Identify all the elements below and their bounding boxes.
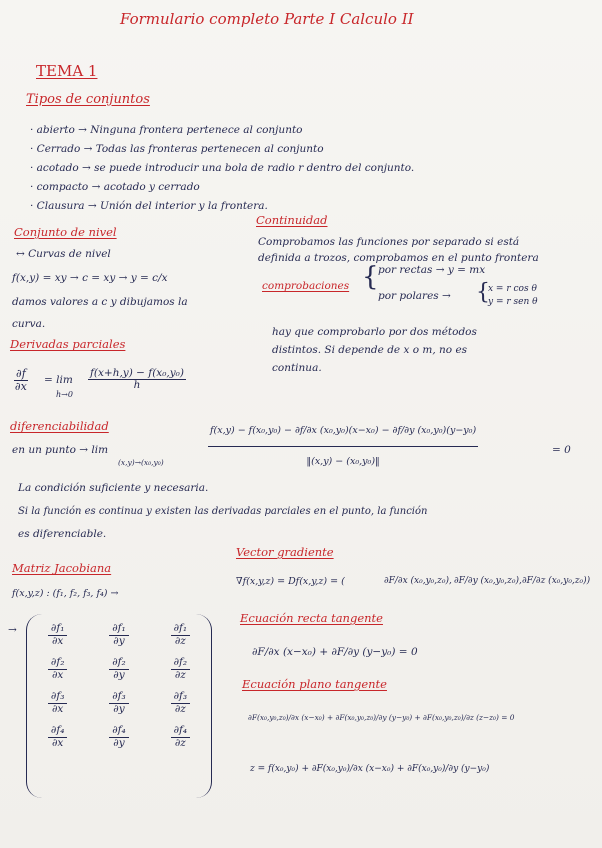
tema-heading: TEMA 1 xyxy=(36,62,98,80)
fraction-denominator: ∂x xyxy=(51,668,64,681)
diferenciabilidad-text: Si la función es continua y existen las derivadas parciales en el punto, la función xyxy=(18,506,428,517)
gradiente-heading: Vector gradiente xyxy=(236,545,334,559)
gradiente-term: ∂F/∂x (x₀,y₀,z₀), xyxy=(384,576,452,586)
limit-label: = lim xyxy=(44,374,73,386)
matrix-cell xyxy=(88,686,149,720)
plano-equation-2: z = f(x₀,y₀) + ∂F(x₀,y₀)/∂x (x−x₀) + ∂F(x₀,y₀)/∂y (y−y₀) xyxy=(250,764,490,774)
polar-y: y = r sen θ xyxy=(488,297,538,307)
matrix-fraction xyxy=(109,691,129,715)
brace-symbol: { xyxy=(362,262,379,292)
fraction-denominator: ∂x xyxy=(14,379,27,393)
fraction-denominator: ∂x xyxy=(51,634,64,647)
matrix-fraction xyxy=(48,725,68,749)
fraction-denominator: ∂x xyxy=(51,736,64,749)
continuidad-heading: Continuidad xyxy=(256,213,328,227)
tipos-item: · Cerrado → Todas las fronteras pertenecen al conjunto xyxy=(30,143,324,155)
matrix-cell xyxy=(27,652,88,686)
fraction-numerator: ∂f₂ xyxy=(109,657,129,670)
fraction-numerator: ∂f₂ xyxy=(171,657,191,670)
continuidad-text: definida a trozos, comprobamos en el punto frontera xyxy=(258,252,539,264)
matrix-cell xyxy=(27,618,88,652)
conjunto-nivel-text: curva. xyxy=(12,318,46,330)
fraction-numerator: ∂f₃ xyxy=(109,691,129,704)
tipos-item: · compacto → acotado y cerrado xyxy=(30,181,200,193)
plano-heading: Ecuación plano tangente xyxy=(242,677,387,691)
fraction-denominator: ‖(x,y) − (x₀,y₀)‖ xyxy=(306,455,380,467)
fraction-numerator: ∂f₁ xyxy=(171,623,191,636)
matrix-cell xyxy=(88,720,149,754)
matrix-fraction xyxy=(109,623,129,647)
limit-subscript: (x,y)→(x₀,y₀) xyxy=(118,458,164,467)
tipos-item: · acotado → se puede introducir una bola de radio r dentro del conjunto. xyxy=(30,162,415,174)
arrow-icon: → xyxy=(8,624,17,636)
jacobian-matrix xyxy=(26,614,212,798)
matrix-cell xyxy=(150,652,211,686)
fraction-denominator: h xyxy=(133,379,141,392)
matrix-fraction xyxy=(171,691,191,715)
diferenciabilidad-heading: diferenciabilidad xyxy=(10,419,109,433)
equals-zero: = 0 xyxy=(552,444,571,456)
fraction-numerator: f(x+h,y) − f(x₀,y₀) xyxy=(90,367,184,379)
matrix-cell xyxy=(150,686,211,720)
fraction-denominator: ∂z xyxy=(174,668,186,681)
gradiente-term: ∂F/∂z (x₀,y₀,z₀)) xyxy=(522,576,591,586)
fraction-numerator: ∂f₄ xyxy=(48,725,68,738)
fraction-numerator: ∂f₁ xyxy=(109,623,129,636)
matrix-fraction xyxy=(48,691,68,715)
fraction-numerator: ∂f xyxy=(16,367,26,380)
fraction-numerator: ∂f₃ xyxy=(48,691,68,704)
fraction-denominator: ∂y xyxy=(113,668,125,681)
gradiente-term: ∂F/∂y (x₀,y₀,z₀), xyxy=(454,576,522,586)
matrix-cell xyxy=(88,652,149,686)
continuidad-text: Comprobamos las funciones por separado si está xyxy=(258,236,520,248)
matrix-cell xyxy=(150,618,211,652)
matrix-fraction xyxy=(171,623,191,647)
diferenciabilidad-fraction xyxy=(208,426,478,467)
fraction-denominator: ∂x xyxy=(51,702,64,715)
matrix-cell xyxy=(88,618,149,652)
jacobiana-heading: Matriz Jacobiana xyxy=(12,561,112,575)
matrix-fraction xyxy=(109,657,129,681)
limit-subscript: h→0 xyxy=(56,390,73,399)
fraction-denominator: ∂z xyxy=(174,736,186,749)
matrix-cell xyxy=(27,686,88,720)
fraction-numerator: ∂f₃ xyxy=(171,691,191,704)
polar-x: x = r cos θ xyxy=(488,284,537,294)
jacobiana-definition: f(x,y,z) : (f₁, f₂, f₃, f₄) → xyxy=(12,588,119,599)
fraction-denominator: ∂y xyxy=(113,736,125,749)
fraction-numerator: ∂f₄ xyxy=(109,725,129,738)
matrix-fraction xyxy=(171,657,191,681)
brace-symbol: { xyxy=(476,280,490,305)
diferenciabilidad-text: en un punto → lim xyxy=(12,444,109,456)
fraction-numerator: ∂f₁ xyxy=(48,623,68,636)
continuidad-rectas: por rectas → y = mx xyxy=(378,264,486,276)
recta-equation: ∂F/∂x (x−x₀) + ∂F/∂y (y−y₀) = 0 xyxy=(252,646,418,658)
matrix-cell xyxy=(27,720,88,754)
comprobaciones-label: comprobaciones xyxy=(262,280,350,292)
matrix-fraction xyxy=(171,725,191,749)
matrix-fraction xyxy=(109,725,129,749)
matrix-fraction xyxy=(48,657,68,681)
fraction-denominator: ∂y xyxy=(113,634,125,647)
continuidad-polares: por polares → xyxy=(378,290,451,302)
diferenciabilidad-text: es diferenciable. xyxy=(18,528,107,540)
plano-equation: ∂F(x₀,y₀,z₀)/∂x (x−x₀) + ∂F(x₀,y₀,z₀)/∂y (y−y₀) + ∂F(x₀,y₀,z₀)/∂z (z−z₀) = 0 xyxy=(248,713,515,722)
tipos-heading: Tipos de conjuntos xyxy=(26,92,150,107)
conjunto-nivel-text: damos valores a c y dibujamos la xyxy=(12,296,188,308)
derivadas-heading: Derivadas parciales xyxy=(10,337,126,351)
continuidad-text: distintos. Si depende de x o m, no es xyxy=(272,344,468,356)
gradiente-lhs: ∇f(x,y,z) = Df(x,y,z) = ( xyxy=(236,576,345,587)
conjunto-nivel-text: f(x,y) = xy → c = xy → y = c/x xyxy=(12,272,168,284)
tipos-item: · Clausura → Unión del interior y la frontera. xyxy=(30,200,268,212)
continuidad-text: continua. xyxy=(272,362,322,374)
conjunto-nivel-heading: Conjunto de nivel xyxy=(14,225,117,239)
matrix-fraction xyxy=(48,623,68,647)
page-title: Formulario completo Parte I Calculo II xyxy=(120,10,414,28)
fraction-numerator: f(x,y) − f(x₀,y₀) − ∂f/∂x (x₀,y₀)(x−x₀) − ∂f/∂y (x₀,y₀)(y−y₀) xyxy=(208,426,478,447)
tipos-item: · abierto → Ninguna frontera pertenece al conjunto xyxy=(30,124,303,136)
limit-fraction xyxy=(88,368,186,391)
fraction-denominator: ∂z xyxy=(174,634,186,647)
fraction-numerator: ∂f₄ xyxy=(171,725,191,738)
fraction-numerator: ∂f₂ xyxy=(48,657,68,670)
fraction-denominator: ∂y xyxy=(113,702,125,715)
diferenciabilidad-text: La condición suficiente y necesaria. xyxy=(18,482,209,494)
conjunto-nivel-text: ↔ Curvas de nivel xyxy=(16,248,111,260)
recta-heading: Ecuación recta tangente xyxy=(240,611,383,625)
matrix-cell xyxy=(150,720,211,754)
continuidad-text: hay que comprobarlo por dos métodos xyxy=(272,326,477,338)
fraction-denominator: ∂z xyxy=(174,702,186,715)
partial-derivative-fraction xyxy=(14,368,28,392)
